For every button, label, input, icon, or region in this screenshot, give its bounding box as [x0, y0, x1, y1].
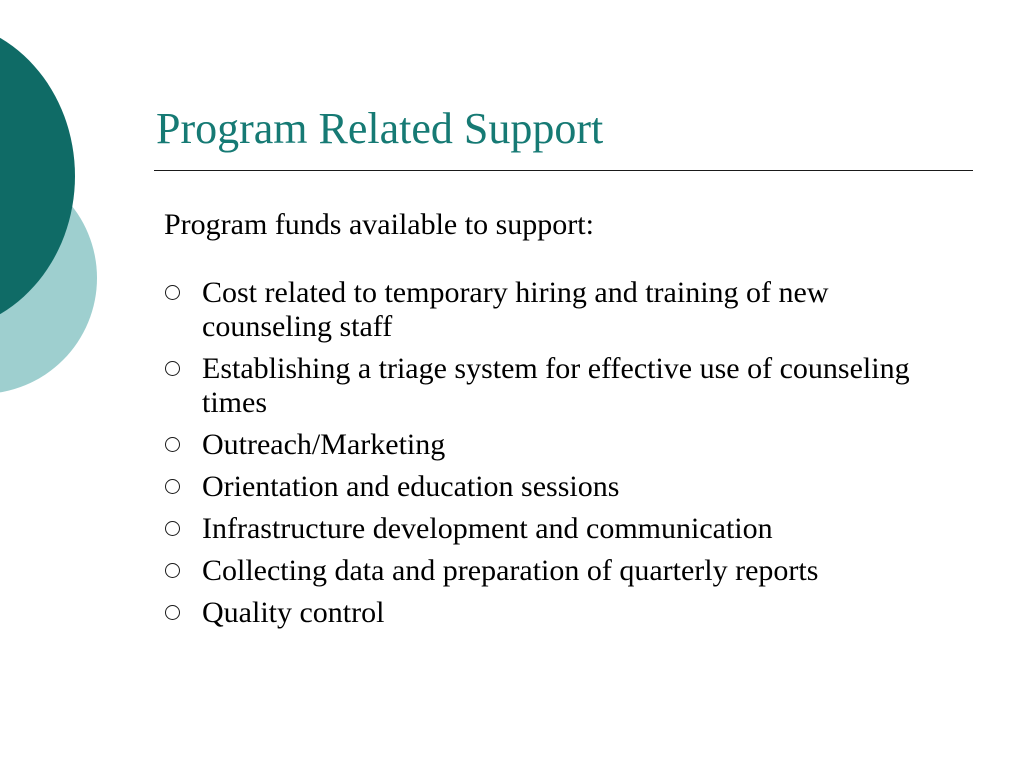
bullet-text: Outreach/Marketing — [202, 428, 446, 461]
hollow-circle-bullet-icon — [165, 521, 180, 536]
intro-text: Program funds available to support: — [164, 208, 594, 241]
bullet-text: Establishing a triage system for effective use of counseling times — [202, 352, 910, 419]
title-divider — [154, 170, 973, 171]
bullet-list — [162, 276, 962, 638]
bullet-item — [162, 276, 962, 344]
bullet-item — [162, 512, 962, 546]
hollow-circle-bullet-icon — [165, 361, 180, 376]
bullet-item — [162, 428, 962, 462]
hollow-circle-bullet-icon — [165, 563, 180, 578]
hollow-circle-bullet-icon — [165, 285, 180, 300]
bullet-item — [162, 470, 962, 504]
bullet-text: Quality control — [202, 596, 385, 629]
bullet-item — [162, 554, 962, 588]
hollow-circle-bullet-icon — [165, 479, 180, 494]
hollow-circle-bullet-icon — [165, 605, 180, 620]
bullet-item — [162, 596, 962, 630]
slide-title: Program Related Support — [156, 104, 604, 153]
bullet-text: Cost related to temporary hiring and training of new counseling staff — [202, 276, 829, 343]
bullet-text: Collecting data and preparation of quarterly reports — [202, 554, 819, 587]
bullet-item — [162, 352, 962, 420]
bullet-text: Infrastructure development and communication — [202, 512, 773, 545]
hollow-circle-bullet-icon — [165, 437, 180, 452]
bullet-text: Orientation and education sessions — [202, 470, 620, 503]
